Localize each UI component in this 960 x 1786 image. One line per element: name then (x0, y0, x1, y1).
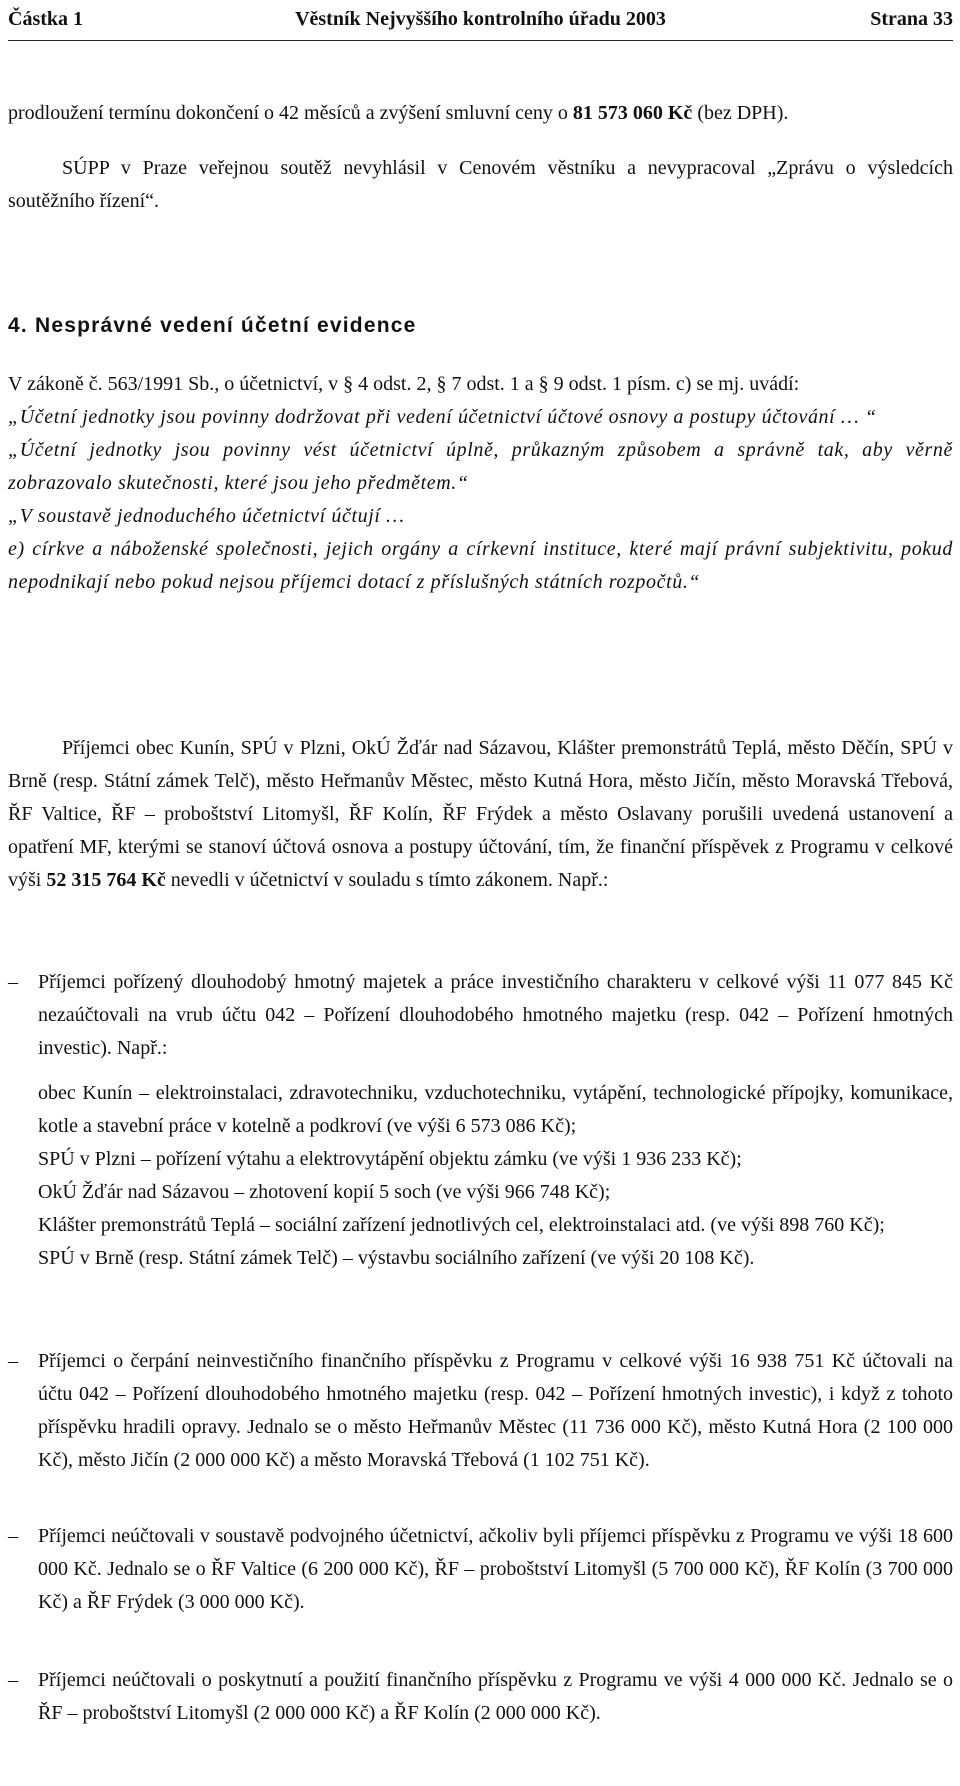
amount-highlight: 81 573 060 Kč (572, 102, 693, 124)
header-rule (8, 40, 953, 41)
dash-marker: – (8, 1525, 18, 1547)
findings-paragraph-block (8, 732, 953, 897)
bullet-text: Příjemci neúčtovali o poskytnutí a použití finančního příspěvku z Programu ve výši 4 000 000 Kč. Jednalo se o ŘF – proboštství Litomyšl (2 000 000 Kč) a ŘF Kolín (2 000 000 Kč). (38, 1669, 953, 1724)
list-item (8, 966, 953, 1065)
law-quote-1: „Účetní jednotky jsou povinny dodržovat při vedení účetnictví účtové osnovy a postupy účtování … “ (8, 406, 877, 428)
sub-item-klaster-tepla: Klášter premonstrátů Teplá – sociální zařízení jednotlivých cel, elektroinstalaci atd. (ve výši 898 760 Kč); (38, 1214, 885, 1236)
dash-marker: – (8, 1350, 18, 1372)
law-quote-2: „Účetní jednotky jsou povinny vést účetnictví úplně, průkazným způsobem a správně tak, aby věrně zobrazovalo skutečnosti, které jsou jeho předmětem.“ (8, 439, 953, 494)
page-number: Strana 33 (870, 8, 953, 30)
law-intro: V zákoně č. 563/1991 Sb., o účetnictví, v § 4 odst. 2, § 7 odst. 1 a § 9 odst. 1 písm. c) se mj. uvádí: (8, 373, 800, 395)
paragraph-recipients: Příjemci obec Kunín, SPÚ v Plzni, OkÚ Žďár nad Sázavou, Klášter premonstrátů Teplá, město Děčín, SPÚ v Brně (resp. Státní zámek Telč), město Heřmanův Městec, město Kutná Hora, město Jičín, město Moravská Třebová, ŘF Valtice, ŘF – proboštství Litomyšl, ŘF Kolín, ŘF Frýdek a město Oslavany porušili uvedená ustanovení a opatření MF, kterými se stanoví účtová osnova a postupy účtování, tím, že finanční příspěvek z Programu v celkové výši 52 315 764 Kč nevedli v účetnictví v souladu s tímto zákonem. Např.: (8, 737, 953, 891)
sub-list-items (8, 1077, 953, 1275)
bullet-3 (8, 1520, 953, 1619)
sub-list (8, 1077, 953, 1275)
dash-marker: – (8, 971, 18, 993)
law-block (8, 368, 953, 599)
bullet-text: Příjemci neúčtovali v soustavě podvojného účetnictví, ačkoliv byli příjemci příspěvku z Programu ve výši 18 600 000 Kč. Jednalo se o ŘF Valtice (6 200 000 Kč), ŘF – proboštství Litomyšl (5 700 000 Kč), ŘF Kolín (3 700 000 Kč) a ŘF Frýdek (3 000 000 Kč). (38, 1525, 953, 1613)
total-amount: 52 315 764 Kč (46, 869, 166, 891)
dash-marker: – (8, 1669, 18, 1691)
bullet-text: Příjemci o čerpání neinvestičního finančního příspěvku z Programu v celkové výši 16 938 751 Kč účtovali na účtu 042 – Pořízení dlouhodobého hmotného majetku (resp. 042 – Pořízení hmotných investic), i když z tohoto příspěvku hradili opravy. Jednalo se o město Heřmanův Městec (11 736 000 Kč), město Kutná Hora (2 100 000 Kč), město Jičín (2 000 000 Kč) a město Moravská Třebová (1 102 751 Kč). (38, 1350, 953, 1471)
bullet-4 (8, 1664, 953, 1730)
bullet-1 (8, 966, 953, 1065)
sub-item-oku-zdar: OkÚ Žďár nad Sázavou – zhotovení kopií 5 soch (ve výši 966 748 Kč); (38, 1181, 611, 1203)
list-item (8, 1664, 953, 1730)
issue-number: Částka 1 (8, 8, 84, 30)
bullet-text: Příjemci pořízený dlouhodobý hmotný majetek a práce investičního charakteru v celkové výši 11 077 845 Kč nezaúčtovali na vrub účtu 042 – Pořízení dlouhodobého hmotného majetku (resp. 042 – Pořízení hmotných investic). Např.: (38, 971, 953, 1059)
sub-item-spu-plzen: SPÚ v Plzni – pořízení výtahu a elektrovytápění objektu zámku (ve výši 1 936 233 Kč); (38, 1148, 742, 1170)
list-item (8, 1520, 953, 1619)
intro-block (8, 97, 953, 218)
bullet-2 (8, 1345, 953, 1477)
sub-item-spu-brno: SPÚ v Brně (resp. Státní zámek Telč) – výstavbu sociálního zařízení (ve výši 20 108 Kč). (38, 1247, 755, 1269)
journal-title: Věstník Nejvyššího kontrolního úřadu 2003 (295, 8, 666, 30)
section-heading: 4. Nesprávné vedení účetní evidence (8, 314, 417, 337)
paragraph-contract-extension: prodloužení termínu dokončení o 42 měsíců a zvýšení smluvní ceny o 81 573 060 Kč (bez DPH). (8, 102, 789, 124)
law-quote-4: e) církve a náboženské společnosti, jejich orgány a církevní instituce, které mají právní subjektivitu, pokud nepodnikají nebo pokud nejsou příjemci dotací z příslušných státních rozpočtů.“ (8, 538, 953, 593)
sub-item-kunin: obec Kunín – elektroinstalaci, zdravotechniku, vzduchotechniku, vytápění, technologické přípojky, komunikace, kotle a stavební práce v kotelně a podkroví (ve výši 6 573 086 Kč); (38, 1082, 953, 1137)
list-item (8, 1345, 953, 1477)
page-header (8, 4, 953, 40)
law-quote-3: „V soustavě jednoduchého účetnictví účtují … (8, 505, 405, 527)
paragraph-supp: SÚPP v Praze veřejnou soutěž nevyhlásil v Cenovém věstníku a nevypracoval „Zprávu o výsledcích soutěžního řízení“. (8, 157, 953, 212)
